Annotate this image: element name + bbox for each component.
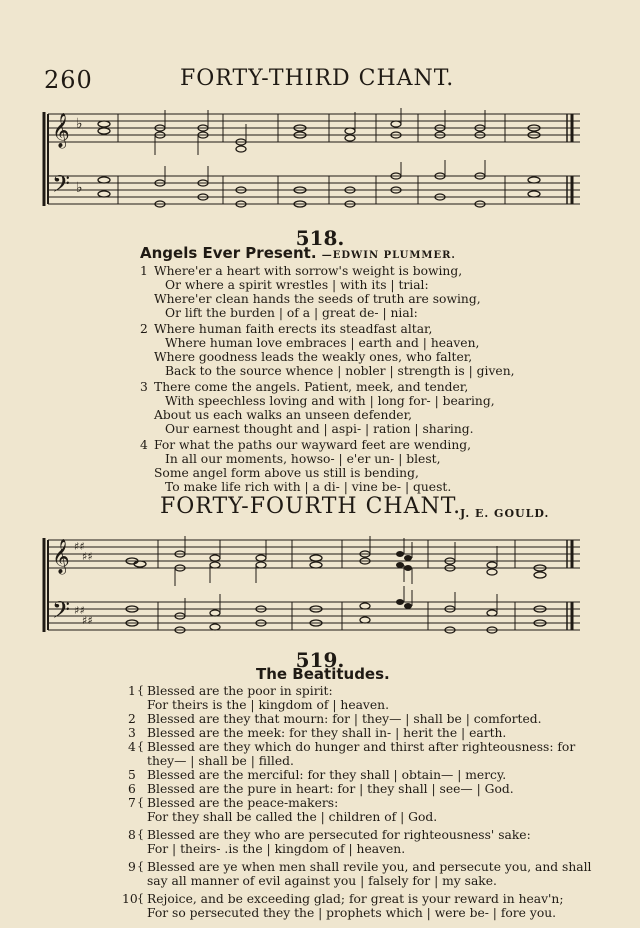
beatitude-9-num: 9: [128, 860, 136, 874]
verse-2-line-3: Where goodness leads the weakly ones, who falter,: [154, 350, 473, 364]
hymn-author: —EDWIN PLUMMER.: [321, 250, 456, 261]
beatitude-8-num: 8: [128, 828, 136, 842]
beatitude-5-line-1: Blessed are the merciful: for they shall | obtain— | mercy.: [147, 768, 507, 782]
brace: {: [137, 796, 144, 809]
verse-4-line-3: Some angel form above us still is bending,: [154, 466, 419, 480]
hymn-title-text: Angels Ever Present.: [140, 244, 317, 262]
svg-text:♯♯: ♯♯: [82, 550, 93, 563]
beatitude-10-line-2: For so persecuted they the | prophets which | were be- | fore you.: [147, 906, 557, 920]
svg-text:♯♯: ♯♯: [74, 604, 85, 617]
verse-3-line-4: Our earnest thought and | aspi- | ration | sharing.: [165, 422, 474, 436]
page-number: 260: [44, 66, 93, 94]
verse-4-line-2: In all our moments, howso- | e'er un- | blest,: [165, 452, 441, 466]
verse-3-line-2: With speechless loving and with | long for- | bearing,: [165, 394, 495, 408]
beatitude-1-line-1: Blessed are the poor in spirit:: [147, 684, 333, 698]
verse-1-line-4: Or lift the burden | of a | great de- | nial:: [165, 306, 418, 320]
hymn-title-518: [140, 244, 456, 262]
verse-3-line-3: About us each walks an unseen defender,: [154, 408, 413, 422]
beatitude-5-num: 5: [128, 768, 136, 782]
verse-4-line-4: To make life rich with | a di- | vine be- | quest.: [165, 480, 452, 494]
brace: {: [137, 684, 144, 697]
svg-text:♯♯: ♯♯: [74, 540, 85, 553]
beatitude-4-num: 4: [128, 740, 136, 754]
verse-1-line-1: 1 Where'er a heart with sorrow's weight is bowing,: [140, 264, 463, 278]
beatitude-2-line-1: Blessed are they that mourn: for | they— | shall be | comforted.: [147, 712, 542, 726]
beatitude-1-num: 1: [128, 684, 136, 698]
brace: {: [137, 828, 144, 841]
verse-1-line-3: Where'er clean hands the seeds of truth are sowing,: [154, 292, 481, 306]
brace: {: [137, 860, 144, 873]
beatitude-1-line-2: For theirs is the | kingdom of | heaven.: [147, 698, 389, 712]
brace: {: [137, 740, 144, 753]
verse-4-line-1: 4 For what the paths our wayward feet are wending,: [140, 438, 472, 452]
beatitude-4-line-2: they— | shall be | filled.: [147, 754, 294, 768]
beatitude-6-num: 6: [128, 782, 136, 796]
beatitude-9-line-1: Blessed are ye when men shall revile you, and persecute you, and shall: [147, 860, 592, 874]
composer: J. E. GOULD.: [460, 507, 550, 520]
verse-3-line-1: 3 There come the angels. Patient, meek, and tender,: [140, 380, 469, 394]
hymn-title-519: The Beatitudes.: [256, 665, 390, 683]
svg-text:𝄞: 𝄞: [52, 113, 70, 148]
svg-text:𝄢: 𝄢: [52, 170, 71, 203]
beatitude-10-num: 10: [122, 892, 138, 906]
hymn-number-519: 519.: [295, 648, 345, 672]
beatitude-7-num: 7: [128, 796, 136, 810]
verse-2-line-2: Where human love embraces | earth and | heaven,: [165, 336, 480, 350]
verse-2-line-1: 2 Where human faith erects its steadfast altar,: [140, 322, 433, 336]
hymn-number-518: 518.: [295, 226, 345, 250]
svg-text:𝄢: 𝄢: [52, 596, 71, 629]
verse-2-line-4: Back to the source whence | nobler | strength is | given,: [165, 364, 515, 378]
beatitude-9-line-2: say all manner of evil against you | falsely for | my sake.: [147, 874, 497, 888]
svg-text:♭: ♭: [76, 116, 83, 132]
beatitude-8-line-1: Blessed are they who are persecuted for righteousness' sake:: [147, 828, 531, 842]
chant-title-43: FORTY-THIRD CHANT.: [180, 66, 455, 91]
music-score-44: [40, 528, 600, 646]
svg-text:♯♯: ♯♯: [82, 614, 93, 627]
beatitude-7-line-1: Blessed are the peace-makers:: [147, 796, 339, 810]
svg-text:𝄞: 𝄞: [52, 539, 70, 574]
beatitude-10-line-1: Rejoice, and be exceeding glad; for great is your reward in heav'n;: [147, 892, 564, 906]
music-score-43: [40, 100, 600, 220]
beatitude-6-line-1: Blessed are the pure in heart: for | they shall | see— | God.: [147, 782, 514, 796]
verse-1-line-2: Or where a spirit wrestles | with its | trial:: [165, 278, 429, 292]
brace: {: [137, 892, 144, 905]
beatitude-3-line-1: Blessed are the meek: for they shall in- | herit the | earth.: [147, 726, 507, 740]
beatitude-8-line-2: For | theirs- .is the | kingdom of | heaven.: [147, 842, 406, 856]
beatitude-4-line-1: Blessed are they which do hunger and thirst after righteousness: for: [147, 740, 576, 754]
beatitude-2-num: 2: [128, 712, 136, 726]
chant-title-44: FORTY-FOURTH CHANT.: [160, 494, 462, 519]
beatitude-7-line-2: For they shall be called the | children of | God.: [147, 810, 438, 824]
beatitude-3-num: 3: [128, 726, 136, 740]
svg-text:♭: ♭: [76, 180, 83, 196]
